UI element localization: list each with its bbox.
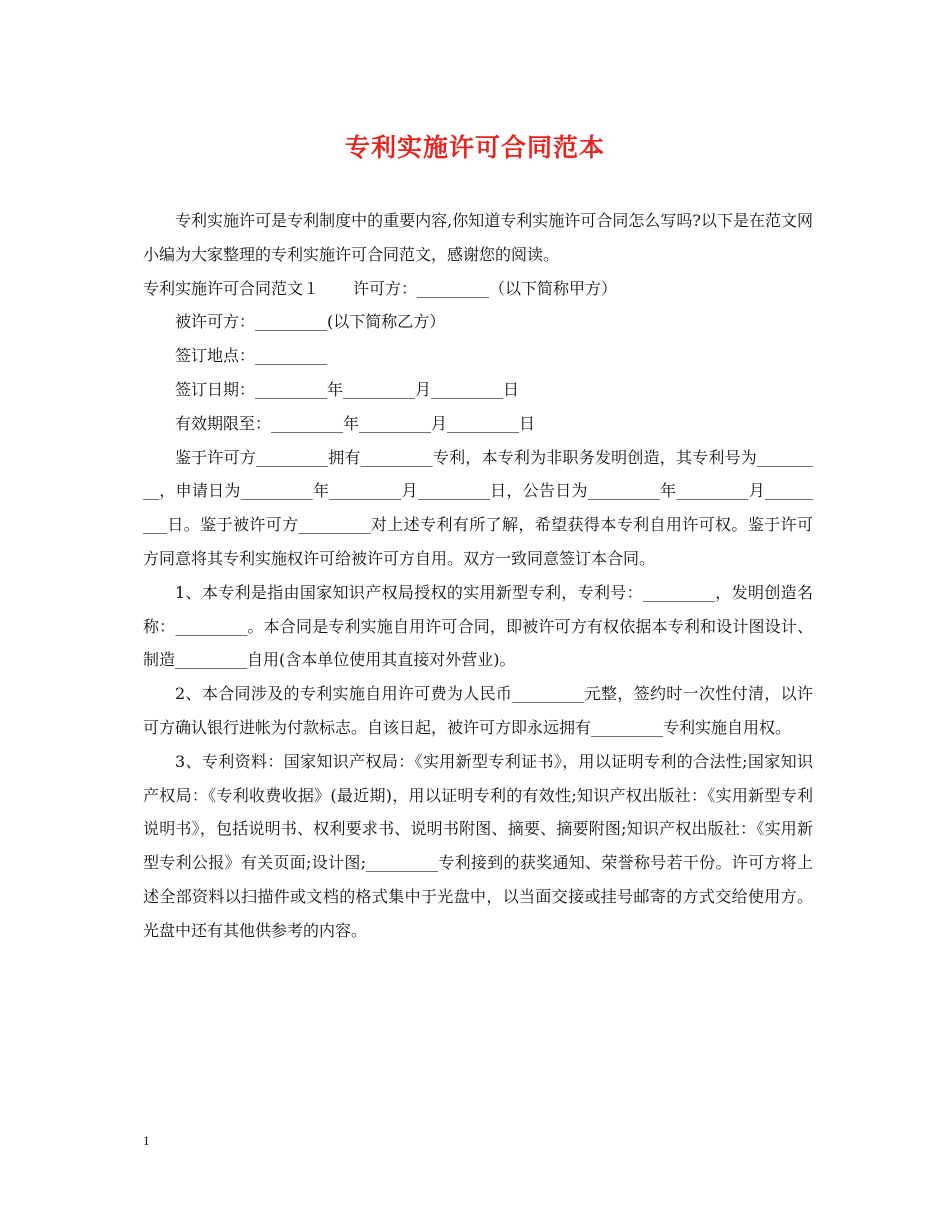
- signing-date-line: 签订日期：_________年_________月_________日: [175, 379, 520, 399]
- document-body: [143, 204, 813, 948]
- clause-2-paragraph: 2、本合同涉及的专利实施自用许可费为人民币_________元整，签约时一次性付清，以许可方确认银行进帐为付款标志。自该日起，被许可方即永远拥有_________专利实施自用权。: [143, 684, 813, 737]
- licensor-line: 许可方：_________（以下简称甲方）: [353, 278, 618, 298]
- clause-3-paragraph: 3、专利资料：国家知识产权局：《实用新型专利证书》，用以证明专利的合法性;国家知识产权局：《专利收费收据》(最近期)，用以证明专利的有效性;知识产权出版社：《实用新型专利说明书》，包括说明书、权利要求书、说明书附图、摘要、摘要附图;知识产权出版社：《实用新型专利公报》有关页面;设计图;_________专利接到的获奖通知、荣誉称号若干份。许可方将上述全部资料以扫描件或文档的格式集中于光盘中，以当面交接或挂号邮寄的方式交给使用方。光盘中还有其他供参考的内容。: [143, 751, 813, 940]
- document-title: 专利实施许可合同范本: [344, 133, 605, 162]
- sample-heading: 专利实施许可合同范文１: [143, 278, 320, 298]
- sample-heading-line: [143, 272, 813, 306]
- intro-paragraph: 专利实施许可是专利制度中的重要内容,你知道专利实施许可合同怎么写吗?以下是在范文网小编为大家整理的专利实施许可合同范文，感谢您的阅读。: [143, 211, 813, 264]
- signing-place-line: 签订地点：_________: [175, 346, 328, 366]
- preamble-paragraph: 鉴于许可方_________拥有_________专利，本专利为非职务发明创造，其专利号为_________，申请日为_________年_________月_________日，公告日为_________年_________月_________日。鉴于被许可方_________对上述专利有所了解，希望获得本专利自用许可权。鉴于许可方同意将其专利实施权许可给被许可方自用。双方一致同意签订本合同。: [143, 447, 813, 568]
- page-number: 1: [143, 1133, 150, 1148]
- clause-1-paragraph: 1、本专利是指由国家知识产权局授权的实用新型专利，专利号：_________，发明创造名称：_________。本合同是专利实施自用许可合同，即被许可方有权依据本专利和设计图设计、制造_________自用(含本单位使用其直接对外营业)。: [143, 582, 813, 670]
- licensee-line: 被许可方：_________(以下简称乙方）: [175, 312, 446, 332]
- valid-until-line: 有效期限至：_________年_________月_________日: [175, 413, 536, 433]
